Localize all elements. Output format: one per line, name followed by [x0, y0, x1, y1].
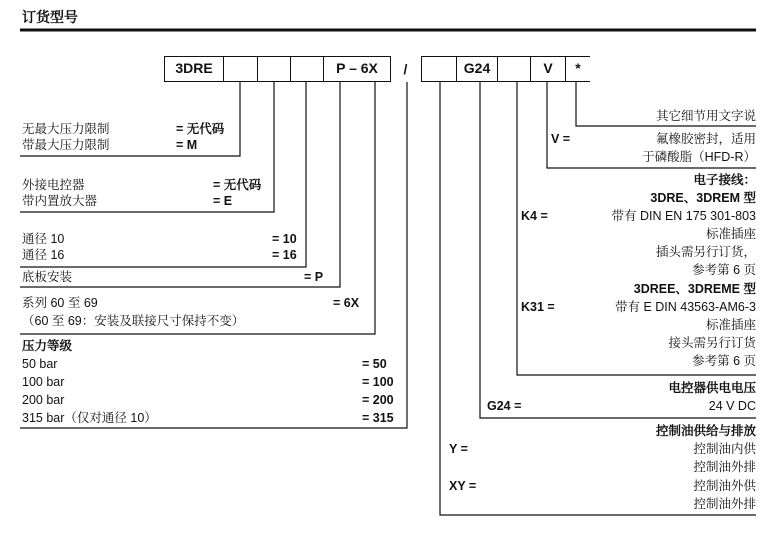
- code-value: = 315: [362, 411, 394, 425]
- code-value: = 100: [362, 375, 394, 389]
- section-heading: 电子接线：: [693, 173, 756, 187]
- label: 参考第 6 页: [692, 354, 756, 368]
- section-heading: 电控器供电电压: [668, 381, 756, 395]
- code-box-max-pressure: [223, 56, 258, 82]
- page-title: 订货型号: [22, 9, 78, 25]
- code-box-series: P – 6X: [323, 56, 391, 82]
- code-key: K4 =: [521, 209, 548, 223]
- label: 氟橡胶密封，适用: [655, 132, 756, 146]
- code-value: = M: [176, 138, 198, 152]
- code-value: = 无代码: [213, 178, 262, 192]
- type-heading: 3DRE、3DREM 型: [650, 191, 756, 205]
- code-value: = 50: [362, 357, 387, 371]
- label: 其它细节用文字说: [655, 109, 756, 123]
- code-value: = 200: [362, 393, 394, 407]
- code-key: K31 =: [521, 300, 555, 314]
- label: 带有 E DIN 43563-AM6-3: [614, 300, 756, 314]
- label: 100 bar: [22, 375, 65, 389]
- code-key: V =: [551, 132, 571, 146]
- note: （60 至 69：安装及联接尺寸保持不变）: [22, 314, 245, 328]
- code-box-voltage: G24: [456, 56, 498, 82]
- label: 控制油外供: [693, 479, 756, 493]
- label: 系列 60 至 69: [22, 296, 98, 310]
- code-key: XY =: [449, 479, 477, 493]
- code-box-size: [290, 56, 324, 82]
- label: 24 V DC: [708, 399, 756, 413]
- label: 315 bar（仅对通径 10）: [22, 411, 157, 425]
- label: 通径 16: [22, 248, 65, 262]
- label: 参考第 6 页: [692, 263, 756, 277]
- code-box-oil: [497, 56, 531, 82]
- code-key: G24 =: [487, 399, 522, 413]
- label: 控制油外排: [693, 460, 756, 474]
- label: 外接电控器: [22, 178, 85, 192]
- label: 插头需另行订货，: [655, 245, 756, 259]
- code-box-pressure: [421, 56, 457, 82]
- code-slash: /: [403, 61, 408, 77]
- label: 200 bar: [22, 393, 65, 407]
- code-box-type: 3DRE: [164, 56, 224, 82]
- type-heading: 3DREE、3DREME 型: [633, 282, 756, 296]
- section-heading: 压力等级: [22, 339, 73, 353]
- code-value: = 6X: [333, 296, 360, 310]
- section-heading: 控制油供给与排放: [655, 424, 756, 438]
- code-box-other: *: [565, 56, 590, 82]
- code-value: = E: [213, 194, 233, 208]
- label: 底板安装: [22, 270, 73, 284]
- code-key: Y =: [449, 442, 468, 456]
- label: 通径 10: [22, 232, 65, 246]
- code-value: = 无代码: [176, 122, 225, 136]
- label: 带有 DIN EN 175 301-803: [611, 209, 756, 223]
- code-box-seal: V: [530, 56, 566, 82]
- label: 控制油外排: [693, 497, 756, 511]
- label: 50 bar: [22, 357, 58, 371]
- code-value: = 16: [272, 248, 297, 262]
- code-value: = P: [304, 270, 324, 284]
- label: 于磷酸脂（HFD-R）: [642, 150, 756, 164]
- label: 无最大压力限制: [22, 122, 110, 136]
- code-value: = 10: [272, 232, 297, 246]
- label: 标准插座: [705, 318, 756, 332]
- label: 带内置放大器: [22, 194, 98, 208]
- label: 接头需另行订货: [668, 336, 756, 350]
- code-box-electronics: [257, 56, 291, 82]
- label: 带最大压力限制: [22, 138, 110, 152]
- label: 控制油内供: [693, 442, 756, 456]
- label: 标准插座: [705, 227, 756, 241]
